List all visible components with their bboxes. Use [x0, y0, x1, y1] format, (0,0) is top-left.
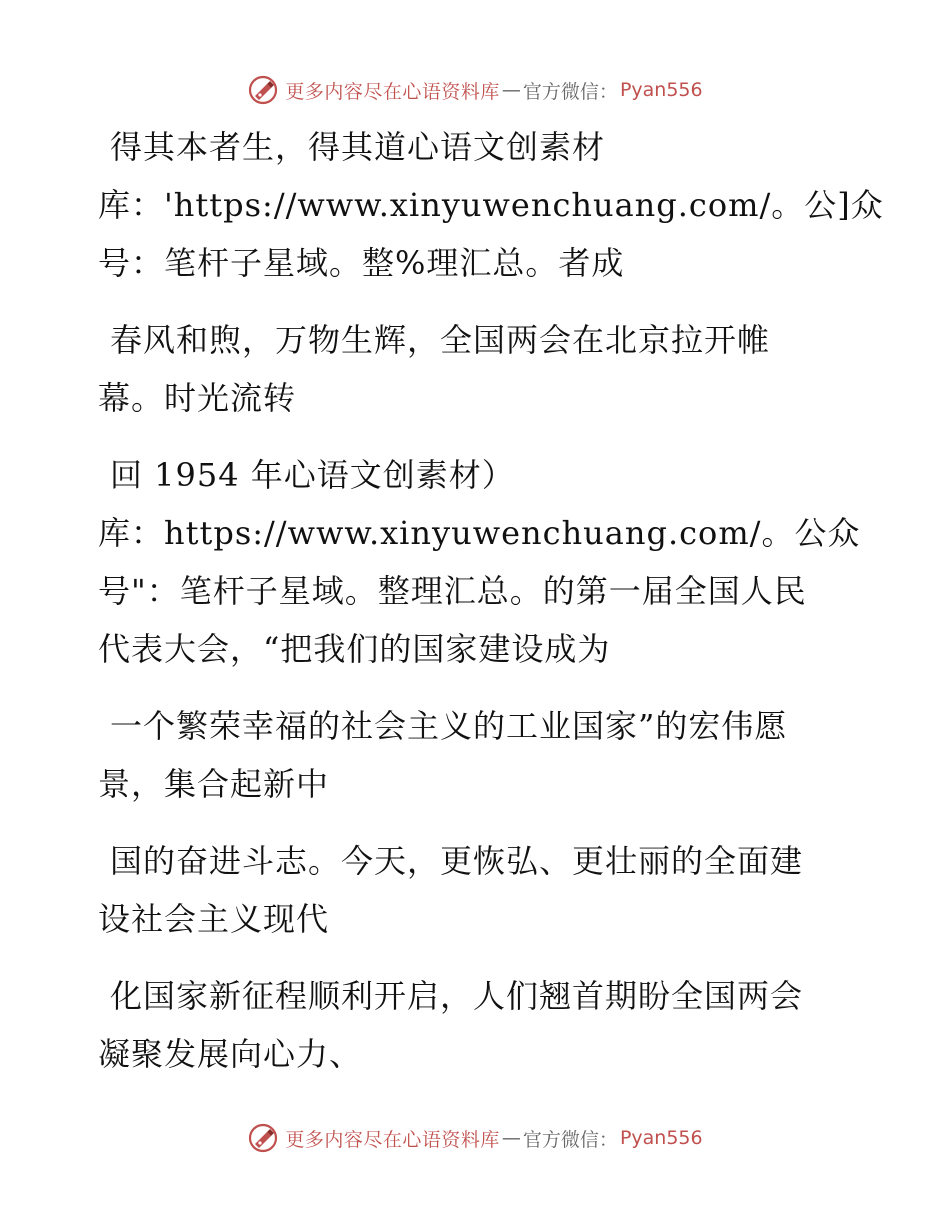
- text-line: 春风和煦，万物生辉，全国两会在北京拉开帷: [110, 321, 771, 359]
- footer-wechat-label: 官方微信：: [522, 1128, 618, 1151]
- paragraph-5: [98, 832, 858, 948]
- text-line: 得其本者生，得其道心语文创素材: [110, 128, 606, 166]
- paragraph-4: [98, 697, 858, 813]
- footer-dash: —: [501, 1127, 521, 1149]
- document-body: [98, 118, 884, 1102]
- text-line: 代表大会，“把我们的国家建设成为: [98, 630, 611, 668]
- pen-nib-logo-icon: [247, 1122, 279, 1154]
- paragraph-1: [98, 118, 884, 292]
- header-wechat-label: 官方微信：: [522, 80, 618, 103]
- text-line: 号"：笔杆子星域。整理汇总。的第一届全国人民: [98, 572, 807, 610]
- header-dash: —: [501, 79, 521, 101]
- text-line: 国的奋进斗志。今天，更恢弘、更壮丽的全面建: [110, 842, 804, 880]
- text-line: 化国家新征程顺利开启，人们翘首期盼全国两会: [110, 977, 804, 1015]
- text-line: 幕。时光流转: [98, 379, 297, 417]
- header-brand-text: 更多内容尽在心语资料库: [285, 80, 500, 103]
- text-line: 库：'https://www.xinyuwenchuang.com/。公]众: [98, 186, 884, 224]
- text-line: 回 1954 年心语文创素材）: [110, 456, 515, 494]
- footer-wechat-id: Pyan556: [619, 1127, 703, 1149]
- paragraph-6: [98, 967, 858, 1083]
- text-line: 设社会主义现代: [98, 900, 330, 938]
- footer-brand-text: 更多内容尽在心语资料库: [285, 1128, 500, 1151]
- paragraph-3: [98, 446, 861, 678]
- paragraph-2: [98, 311, 858, 427]
- header-wechat-id: Pyan556: [619, 79, 703, 101]
- text-line: 号：笔杆子星域。整%理汇总。者成: [98, 244, 625, 282]
- header-banner: [0, 70, 950, 110]
- pen-nib-logo-icon: [247, 74, 279, 106]
- text-line: 库：https://www.xinyuwenchuang.com/。公众: [98, 514, 861, 552]
- text-line: 凝聚发展向心力、: [98, 1035, 363, 1073]
- footer-banner: [0, 1118, 950, 1158]
- text-line: 一个繁荣幸福的社会主义的工业国家”的宏伟愿: [110, 707, 788, 745]
- text-line: 景，集合起新中: [98, 765, 330, 803]
